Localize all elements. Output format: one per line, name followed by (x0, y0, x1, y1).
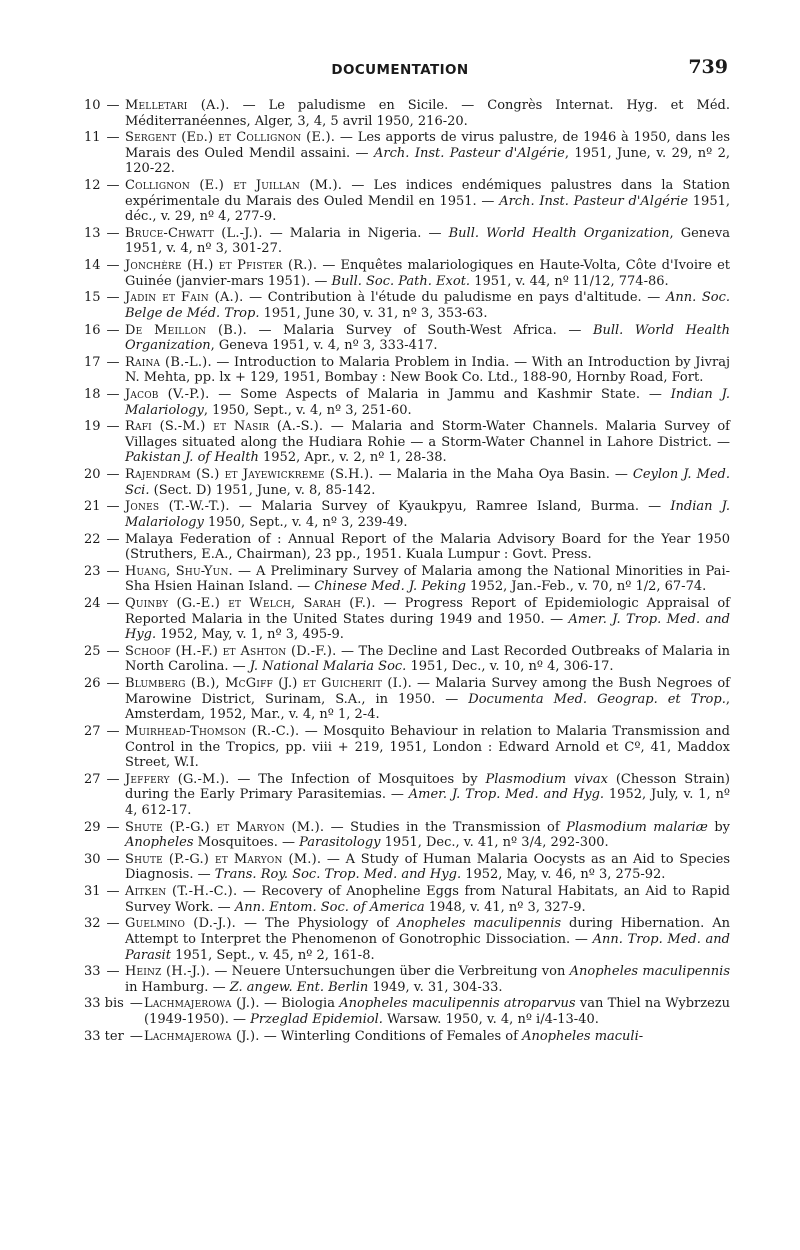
reference-text: Malaya Federation of : Annual Report of the Malaria Advisory Board for the Year 1950 (Struthers, E.A., Chairman), 23 pp., 1951. Kuala Lumpur : Govt. Press. (125, 531, 730, 563)
reference-text: — A Preliminary Survey of Malaria among the National Minorities in Pai-Sha Hsien Hainan Island. — Chinese Med. J. Peking 1952, Jan.-Feb., v. 70, nº 1/2, 67-74. (125, 563, 730, 595)
reference-number: 23 — (84, 563, 120, 579)
reference-entry (84, 178, 730, 225)
reference-authors: Huang, Shu-Yun. (125, 563, 233, 579)
reference-entry (84, 387, 730, 418)
reference-text: — Introduction to Malaria Problem in India. — With an Introduction by Jivraj N. Mehta, pp. lx + 129, 1951, Bombay : New Book Co. Ltd., 188-90, Hornby Road, Fort. (125, 354, 730, 386)
reference-text: — Biologia Anopheles maculipennis atroparvus van Thiel na Wybrzezu (1949-1950). — Przeglad Epidemiol. Warsaw. 1950, v. 4, nº i/4-13-40. (144, 996, 730, 1027)
reference-text: — Malaria Survey of South-West Africa. — Bull. World Health Organization, Geneva 1951, v. 4, nº 3, 333-417. (125, 322, 730, 354)
reference-number: 18 — (84, 387, 120, 403)
reference-entry (84, 884, 730, 915)
reference-authors: Lachmajerowa (J.). (144, 996, 260, 1012)
reference-entry (84, 226, 730, 257)
reference-authors: De Meillon (B.). (125, 322, 247, 338)
reference-entry (84, 130, 730, 177)
reference-text: — The Decline and Last Recorded Outbreaks of Malaria in North Carolina. — J. National Malaria Soc. 1951, Dec., v. 10, nº 4, 306-17. (125, 643, 730, 675)
reference-text: — Studies in the Transmission of Plasmodium malariæ by Anopheles Mosquitoes. — Parasitology 1951, Dec., v. 41, nº 3/4, 292-300. (125, 819, 730, 851)
reference-authors: Rafi (S.-M.) et Nasir (A.-S.). (125, 419, 324, 435)
reference-entry (84, 644, 730, 675)
reference-number: 33 ter — (84, 1028, 143, 1044)
reference-text: — Malaria in the Maha Oya Basin. — Ceylon J. Med. Sci. (Sect. D) 1951, June, v. 8, 85-142. (125, 467, 730, 498)
reference-number: 29 — (84, 819, 120, 835)
reference-number: 27 — (84, 771, 120, 787)
reference-entry (84, 772, 730, 819)
reference-authors: Heinz (H.-J.). (125, 964, 211, 980)
reference-entry (84, 852, 730, 883)
reference-number: 33 bis — (84, 996, 143, 1012)
reference-authors: Jonchère (H.) et Pfister (R.). (125, 258, 318, 274)
reference-entry (84, 676, 730, 723)
reference-authors: Shute (P.-G.) et Maryon (M.). (125, 851, 322, 867)
reference-authors: Blumberg (B.), McGiff (J.) et Guicherit (I.). (125, 676, 412, 692)
reference-entry (84, 355, 730, 386)
reference-text: — Le paludisme en Sicile. — Congrès Internat. Hyg. et Méd. Méditerranéennes, Alger, 3, 4, 5 avril 1950, 216-20. (125, 98, 730, 129)
reference-text: — Malaria Survey among the Bush Negroes of Marowine District, Surinam, S.A., in 1950. — Documenta Med. Geograp. et Trop., Amsterdam, 1952, Mar., v. 4, nº 1, 2-4. (125, 676, 730, 723)
reference-authors: Shute (P.-G.) et Maryon (M.). (125, 819, 325, 835)
reference-authors: Melletari (A.). (125, 98, 230, 113)
reference-authors: Bruce-Chwatt (L.-J.). (125, 225, 263, 241)
reference-authors: Aitken (T.-H.-C.). (125, 884, 238, 900)
reference-authors: Jacob (V.-P.). (125, 387, 210, 403)
reference-text: — Malaria in Nigeria. — Bull. World Health Organization, Geneva 1951, v. 4, nº 3, 301-27. (125, 225, 730, 257)
reference-entry (84, 916, 730, 963)
reference-number: 13 — (84, 225, 120, 241)
reference-number: 26 — (84, 676, 120, 692)
reference-entry (84, 996, 730, 1027)
reference-text: — A Study of Human Malaria Oocysts as an Aid to Species Diagnosis. — Trans. Roy. Soc. Trop. Med. and Hyg. 1952, May, v. 46, nº 3, 275-92. (125, 851, 730, 883)
reference-authors: Sergent (Ed.) et Collignon (E.). (125, 130, 336, 146)
reference-text: — Enquêtes malariologiques en Haute-Volta, Côte d'Ivoire et Guinée (janvier-mars 1951). — Bull. Soc. Path. Exot. 1951, v. 44, nº 11/12, 774-86. (125, 258, 730, 289)
reference-entry (84, 596, 730, 643)
reference-entry (84, 290, 730, 321)
reference-number: 19 — (84, 419, 120, 435)
reference-number: 17 — (84, 354, 120, 370)
reference-number: 16 — (84, 322, 120, 338)
reference-number: 25 — (84, 643, 120, 659)
reference-authors: Quinby (G.-E.) et Welch, Sarah (F.). (125, 596, 376, 612)
reference-entry (84, 964, 730, 995)
reference-entry (84, 467, 730, 498)
reference-text: — Mosquito Behaviour in relation to Malaria Transmission and Control in the Tropics, pp. viii + 219, 1951, London : Edward Arnold et Cº, 41, Maddox Street, W.I. (125, 723, 730, 771)
reference-entry (84, 98, 730, 129)
reference-entry (84, 820, 730, 851)
reference-authors: Collignon (E.) et Juillan (M.). (125, 178, 343, 194)
reference-entry (84, 499, 730, 530)
reference-number: 21 — (84, 499, 120, 515)
reference-number: 30 — (84, 851, 120, 867)
reference-authors: Jadin et Fain (A.). (125, 290, 244, 306)
reference-entry (84, 323, 730, 354)
reference-entry (84, 724, 730, 771)
reference-number: 24 — (84, 596, 120, 612)
reference-entry (84, 532, 730, 563)
reference-text: — Malaria and Storm-Water Channels. Malaria Survey of Villages situated along the Hudiara Rohie — a Storm-Water Channel in Lahore District. — Pakistan J. of Health 1952, Apr., v. 2, nº 1, 28-38. (125, 419, 730, 466)
reference-text: — Winterling Conditions of Females of Anopheles maculi- (259, 1028, 644, 1044)
reference-entry (84, 564, 730, 595)
reference-entry (84, 1029, 730, 1045)
reference-entry (84, 419, 730, 466)
reference-entry (84, 258, 730, 289)
reference-text: — Contribution à l'étude du paludisme en pays d'altitude. — Ann. Soc. Belge de Méd. Trop. 1951, June 30, v. 31, nº 3, 353-63. (125, 290, 731, 321)
reference-authors: Jones (T.-W.-T.). (125, 499, 230, 515)
reference-number: 22 — (84, 531, 120, 547)
page-number: 739 (688, 56, 728, 78)
page-header (0, 58, 800, 84)
reference-number: 32 — (84, 916, 120, 932)
reference-authors: Muirhead-Thomson (R.-C.). (125, 723, 300, 739)
reference-authors: Schoof (H.-F.) et Ashton (D.-F.). (125, 643, 337, 659)
reference-number: 10 — (84, 98, 120, 113)
reference-text: — Neuere Untersuchungen über die Verbreitung von Anopheles maculipennis in Hamburg. — Z. angew. Ent. Berlin 1949, v. 31, 304-33. (125, 964, 730, 995)
reference-text: — Some Aspects of Malaria in Jammu and Kashmir State. — Indian J. Malariology, 1950, Sept., v. 4, nº 3, 251-60. (125, 387, 731, 418)
reference-number: 12 — (84, 178, 120, 194)
reference-authors: Lachmajerowa (J.). (144, 1028, 260, 1044)
reference-authors: Raina (B.-L.). (125, 354, 212, 370)
reference-text: — Les apports de virus palustre, de 1946 à 1950, dans les Marais des Ouled Mendil assaini. — Arch. Inst. Pasteur d'Algérie, 1951, June, v. 29, nº 2, 120-22. (125, 130, 731, 177)
reference-text: — Progress Report of Epidemiologic Appraisal of Reported Malaria in the United States during 1949 and 1950. — Amer. J. Trop. Med. and Hyg. 1952, May, v. 1, nº 3, 495-9. (125, 596, 730, 643)
reference-text: — Les indices endémiques palustres dans la Station expérimentale du Marais des Ouled Mendil en 1951. — Arch. Inst. Pasteur d'Algérie 1951, déc., v. 29, nº 4, 277-9. (125, 178, 730, 225)
running-head: DOCUMENTATION (331, 62, 469, 78)
reference-text: — The Physiology of Anopheles maculipennis during Hibernation. An Attempt to Interpret the Phenomenon of Gonotrophic Dissociation. — Ann. Trop. Med. and Parasit 1951, Sept., v. 45, nº 2, 161-8. (125, 916, 731, 963)
reference-list (84, 98, 730, 1044)
reference-number: 20 — (84, 467, 120, 483)
reference-text: — The Infection of Mosquitoes by Plasmodium vivax (Chesson Strain) during the Early Primary Parasitemias. — Amer. J. Trop. Med. and Hyg. 1952, July, v. 1, nº 4, 612-17. (125, 771, 731, 818)
reference-number: 15 — (84, 290, 120, 306)
reference-number: 14 — (84, 258, 120, 274)
reference-authors: Rajendram (S.) et Jayewickreme (S.H.). (125, 467, 374, 483)
reference-number: 11 — (84, 130, 120, 146)
reference-authors: Guelmino (D.-J.). (125, 916, 236, 932)
reference-text: — Recovery of Anopheline Eggs from Natural Habitats, an Aid to Rapid Survey Work. — Ann. Entom. Soc. of America 1948, v. 41, nº 3, 327-9. (125, 884, 730, 915)
reference-text: — Malaria Survey of Kyaukpyu, Ramree Island, Burma. — Indian J. Malariology 1950, Sept., v. 4, nº 3, 239-49. (125, 499, 731, 530)
reference-number: 31 — (84, 884, 120, 900)
reference-number: 33 — (84, 964, 120, 980)
reference-authors: Jeffery (G.-M.). (125, 771, 230, 787)
reference-number: 27 — (84, 723, 120, 739)
